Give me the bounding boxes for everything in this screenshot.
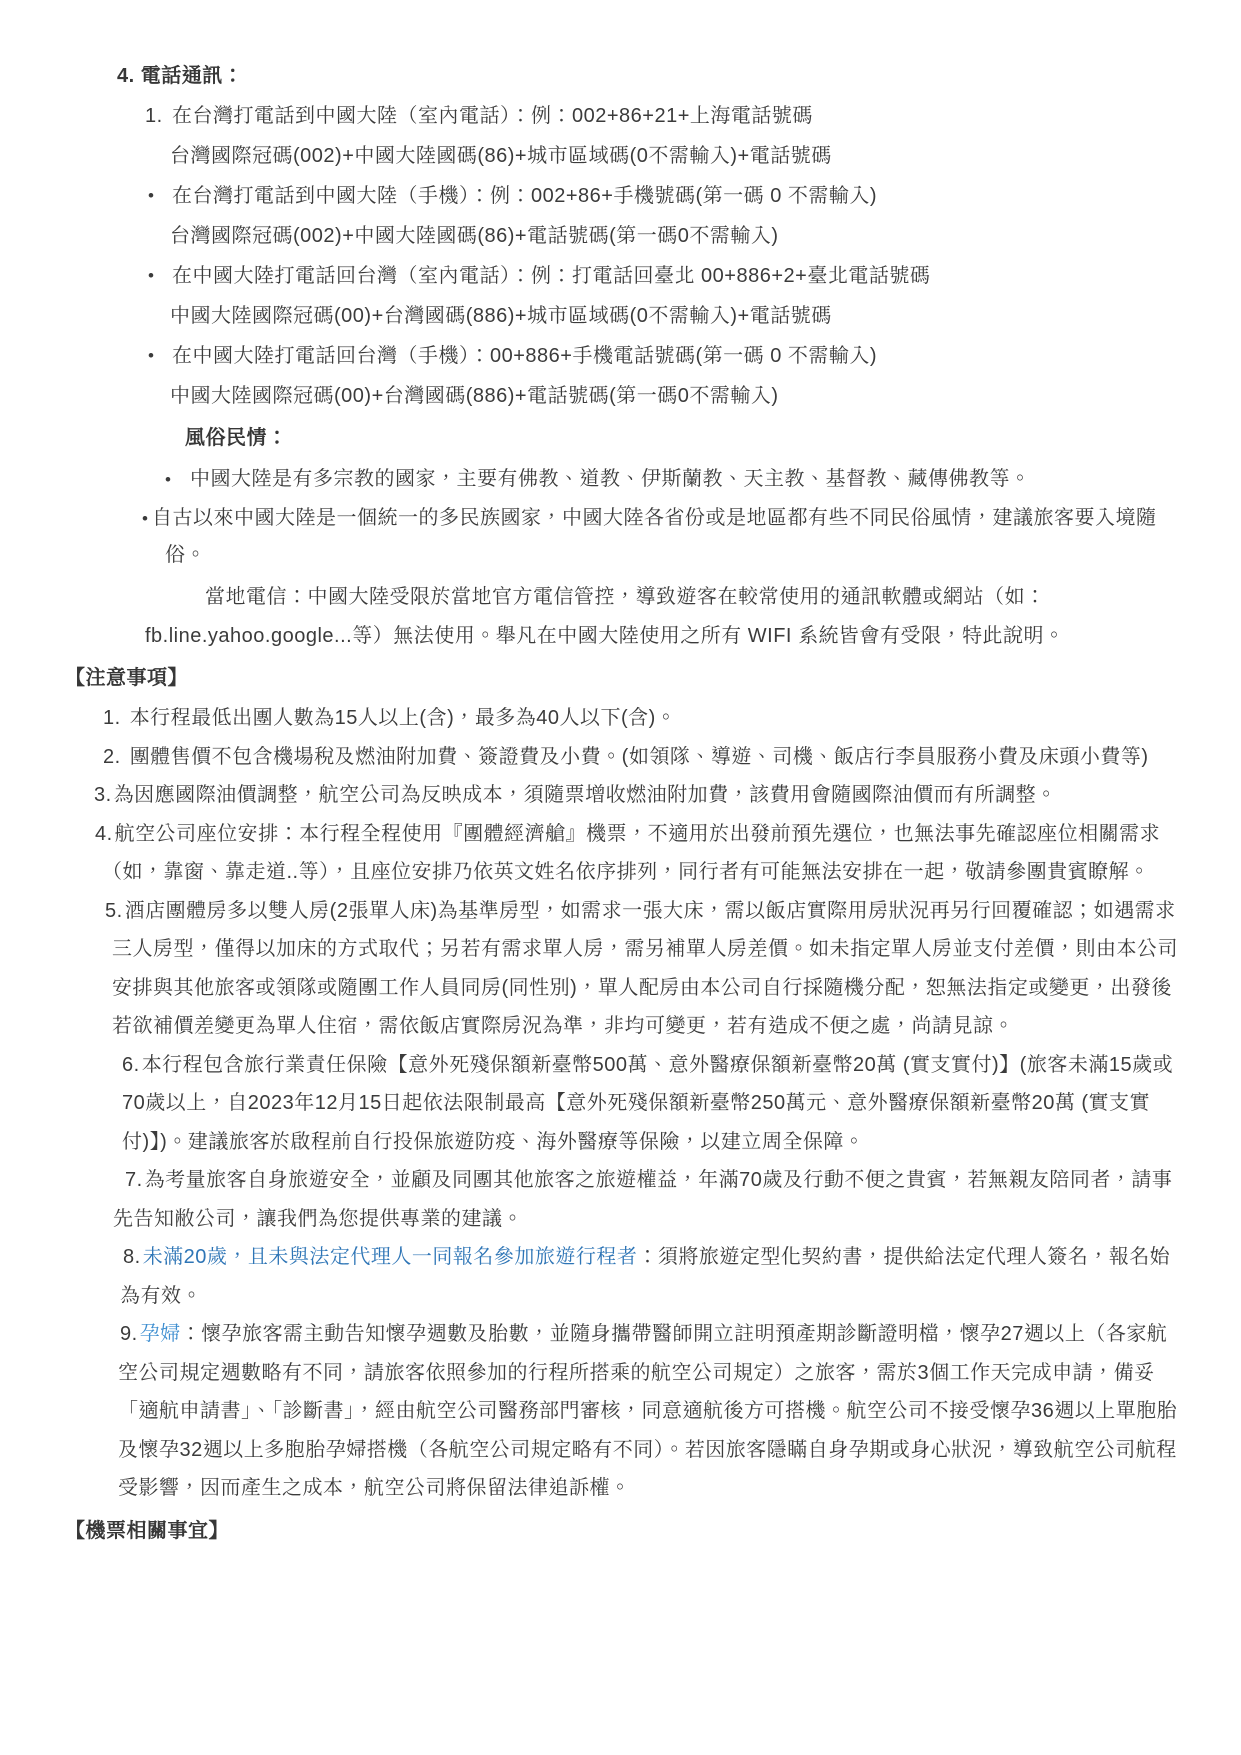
note-text: 為因應國際油價調整，航空公司為反映成本，須隨票增收燃油附加費，該費用會隨國際油價而有所調整。 xyxy=(113,784,1057,806)
note-item-8 xyxy=(60,1238,1183,1315)
note-text: 團體售價不包含機場稅及燃油附加費、簽證費及小費。(如領隊、導遊、司機、飯店行李員服務小費及床頭小費等) xyxy=(129,745,1149,768)
note-highlight: 未滿20歲，且未與法定代理人一同報名參加旅遊行程者 xyxy=(142,1246,638,1268)
list-marker: 7. xyxy=(125,1169,143,1191)
note-item-4 xyxy=(60,815,1183,892)
phone-item-line2: 台灣國際冠碼(002)+中國大陸國碼(86)+電話號碼(第一碼0不需輸入) xyxy=(170,225,779,247)
phone-item xyxy=(60,256,1183,336)
note-text: 酒店團體房多以雙人房(2張單人床)為基準房型，如需求一張大床，需以飯店實際用房狀況再另行回覆確認；如遇需求三人房型，僅得以加床的方式取代；另若有需求單人房，需另補單人房差價。如未指定單人房並支付差價，則由本公司安排與其他旅客或領隊或隨團工作人員同房(同性別)，單人配房由本公司自行採隨機分配，恕無法指定或變更，出發後若欲補價差變更為單人住宿，需依飯店實際房況為準，非均可變更，若有造成不便之處，尚請見諒。 xyxy=(112,899,1178,1037)
bullet-icon: • xyxy=(148,346,155,365)
list-marker: 8. xyxy=(123,1246,141,1268)
note-text: 為考量旅客自身旅遊安全，並顧及同團其他旅客之旅遊權益，年滿70歲及行動不便之貴賓，若無親友陪同者，請事先告知敝公司，讓我們為您提供專業的建議。 xyxy=(113,1169,1173,1230)
note-item-2 xyxy=(60,738,1183,777)
phone-item-line2: 台灣國際冠碼(002)+中國大陸國碼(86)+城市區域碼(0不需輸入)+電話號碼 xyxy=(170,145,832,167)
phone-item xyxy=(60,336,1183,416)
bullet-icon: • xyxy=(148,186,155,205)
phone-item xyxy=(60,96,1183,176)
note-text: ：須將旅遊定型化契約書，提供給法定代理人簽名，報名始為有效。 xyxy=(120,1246,1171,1307)
phone-item-line2: 中國大陸國際冠碼(00)+台灣國碼(886)+電話號碼(第一碼0不需輸入) xyxy=(170,385,779,407)
bullet-icon: • xyxy=(148,266,155,285)
notes-section-heading: 【注意事項】 xyxy=(65,667,188,689)
list-marker: 1. xyxy=(103,707,121,729)
phone-item-line1 xyxy=(60,336,1183,376)
list-marker: 9. xyxy=(120,1323,138,1345)
phone-item xyxy=(60,176,1183,256)
note-text: 本行程包含旅行業責任保險【意外死殘保額新臺幣500萬、意外醫療保額新臺幣20萬 (實支實付)】(旅客未滿15歲或70歲以上，自2023年12月15日起依法限制最高【意外死殘保額新臺幣250萬元、意外醫療保額新臺幣20萬 (實支實付)】)。建議旅客於啟程前自行投保旅遊防疫、海外醫療等保險，以建立周全保障。 xyxy=(122,1053,1174,1153)
phone-item-text: 在台灣打電話到中國大陸（室內電話）：例：002+86+21+上海電話號碼 xyxy=(172,105,813,127)
list-marker: 6. xyxy=(122,1053,140,1076)
customs-bullet-item xyxy=(60,459,1183,500)
list-marker: 1. xyxy=(145,105,163,127)
phone-item-line1 xyxy=(60,256,1183,296)
phone-item-text: 在中國大陸打電話回台灣（手機）：00+886+手機電話號碼(第一碼 0 不需輸入) xyxy=(172,345,878,367)
note-item-1 xyxy=(60,699,1183,738)
note-item-9 xyxy=(60,1315,1183,1508)
bullet-icon: • xyxy=(165,470,172,489)
phone-item-line2: 中國大陸國際冠碼(00)+台灣國碼(886)+城市區域碼(0不需輸入)+電話號碼 xyxy=(170,305,832,327)
phone-item-line1 xyxy=(60,176,1183,216)
note-text: ：懷孕旅客需主動告知懷孕週數及胎數，並隨身攜帶醫師開立註明預產期診斷證明檔，懷孕27週以上（各家航空公司規定週數略有不同，請旅客依照參加的行程所搭乘的航空公司規定）之旅客，需於3個工作天完成申請，備妥「適航申請書」、「診斷書」，經由航空公司醫務部門審核，同意適航後方可搭機。航空公司不接受懷孕36週以上單胞胎及懷孕32週以上多胞胎孕婦搭機（各航空公司規定略有不同）。若因旅客隱瞞自身孕期或身心狀況，導致航空公司航程受影響，因而產生之成本，航空公司將保留法律追訴權。 xyxy=(118,1323,1178,1499)
list-marker: 2. xyxy=(103,745,121,768)
note-item-5 xyxy=(60,892,1183,1046)
customs-bullet-item xyxy=(60,500,1183,574)
phone-section-heading: 4. 電話通訊： xyxy=(117,65,244,87)
note-text: 本行程最低出團人數為15人以上(含)，最多為40人以下(含)。 xyxy=(129,707,677,729)
phone-item-line1 xyxy=(60,96,1183,136)
list-marker: 3. xyxy=(94,784,112,806)
telecom-paragraph: 當地電信：中國大陸受限於當地官方電信管控，導致遊客在較常使用的通訊軟體或網站（如：fb.line.yahoo.google...等）無法使用。舉凡在中國大陸使用之所有 WIFI 系統皆會有受限，特此說明。 xyxy=(145,586,1065,647)
phone-item-text: 在台灣打電話到中國大陸（手機）：例：002+86+手機號碼(第一碼 0 不需輸入) xyxy=(172,185,878,207)
ticket-section-heading: 【機票相關事宜】 xyxy=(65,1519,229,1542)
bullet-icon: • xyxy=(142,509,149,528)
list-marker: 5. xyxy=(105,899,123,922)
note-item-7 xyxy=(60,1161,1183,1238)
note-item-6 xyxy=(60,1046,1183,1162)
customs-bullet-text: 自古以來中國大陸是一個統一的多民族國家，中國大陸各省份或是地區都有些不同民俗風情，建議旅客要入境隨俗。 xyxy=(152,507,1157,566)
note-item-3 xyxy=(60,776,1183,815)
customs-section-heading: 風俗民情： xyxy=(185,427,288,449)
list-marker: 4. xyxy=(95,822,113,845)
phone-item-text: 在中國大陸打電話回台灣（室內電話）：例：打電話回臺北 00+886+2+臺北電話號碼 xyxy=(172,265,931,287)
customs-bullet-text: 中國大陸是有多宗教的國家，主要有佛教、道教、伊斯蘭教、天主教、基督教、藏傳佛教等。 xyxy=(190,468,1031,490)
note-text: 航空公司座位安排：本行程全程使用『團體經濟艙』機票，不適用於出發前預先選位，也無法事先確認座位相關需求（如，靠窗、靠走道..等），且座位安排乃依英文姓名依序排列，同行者有可能無法安排在一起，敬請參團貴賓瞭解。 xyxy=(102,822,1161,883)
note-highlight: 孕婦 xyxy=(139,1323,181,1345)
